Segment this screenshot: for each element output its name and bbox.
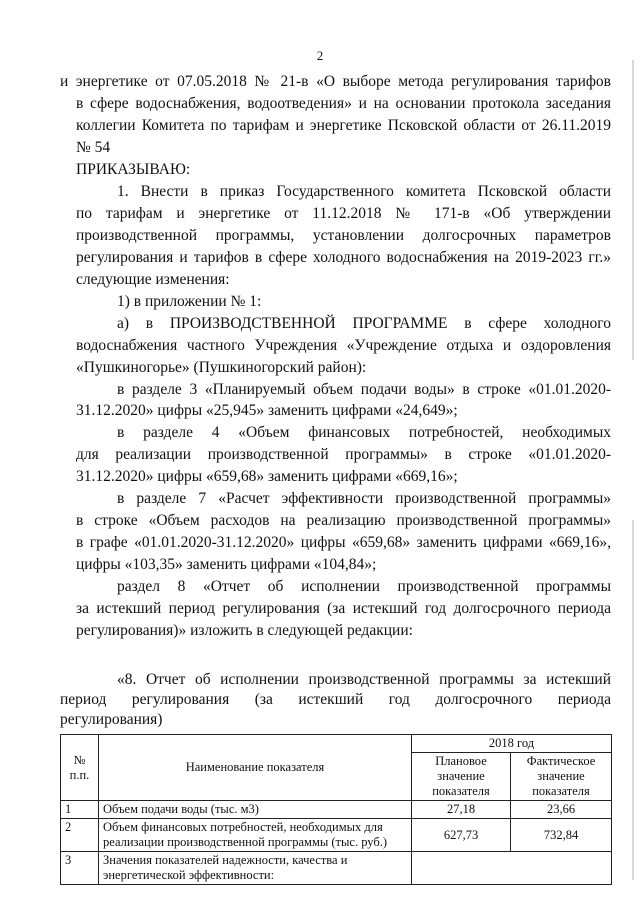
paragraph-line: в графе «01.01.2020-31.12.2020» цифры «659,68» заменить цифрами «669,16», [76, 534, 611, 551]
paragraph-line: производственной программы, установлении долгосрочных параметров [76, 227, 611, 244]
row-number: 1 [61, 801, 99, 819]
row-empty-value [412, 852, 612, 885]
scan-edge [632, 520, 634, 880]
paragraph-line: 1. Внести в приказ Государственного комитета Псковской области [117, 183, 611, 200]
table-row [61, 819, 612, 852]
paragraph-line: 1) в приложении № 1: [117, 293, 262, 310]
paragraph-line: для реализации производственной программы» в строке «01.01.2020- [76, 446, 611, 463]
row-fact-value: 732,84 [511, 819, 612, 852]
report-table [60, 734, 612, 885]
paragraph-line: 31.12.2020» цифры «659,68» заменить цифрами «669,16»; [76, 468, 458, 485]
paragraph-line: в разделе 4 «Объем финансовых потребностей, необходимых [117, 424, 611, 441]
paragraph-line: а) в ПРОИЗВОДСТВЕННОЙ ПРОГРАММЕ в сфере холодного [117, 315, 611, 332]
paragraph-line: в сфере водоснабжения, водоотведения» и на основании протокола заседания [76, 95, 611, 112]
paragraph-line: водоснабжения частного Учреждения «Учреждение отдыха и оздоровления [76, 337, 611, 354]
paragraph-line: раздел 8 «Отчет об исполнении производственной программы [117, 578, 611, 595]
row-fact-value: 23,66 [511, 801, 612, 819]
row-number: 3 [61, 852, 99, 885]
page-number: 2 [316, 48, 324, 63]
section-heading-line: период регулирования (за истекший год долгосрочного периода [60, 691, 611, 708]
paragraph-line: 31.12.2020» цифры «25,945» заменить цифрами «24,649»; [76, 402, 458, 419]
scan-edge [632, 60, 634, 360]
paragraph-line: за истекший период регулирования (за истекший год долгосрочного периода [76, 600, 611, 617]
header-cell-plan: Плановое значение показателя [412, 753, 511, 801]
row-plan-value: 627,73 [412, 819, 511, 852]
row-plan-value: 27,18 [412, 801, 511, 819]
paragraph-line: следующие изменения: [76, 271, 230, 288]
header-cell-number: № п.п. [61, 735, 99, 801]
paragraph-line: коллегии Комитета по тарифам и энергетике Псковской области от 26.11.2019 [76, 117, 611, 134]
header-cell-name: Наименование показателя [99, 735, 412, 801]
paragraph-line: № 54 [76, 139, 111, 156]
paragraph-line: в строке «Объем расходов на реализацию производственной программы» [76, 512, 611, 529]
paragraph-line: регулирования и тарифов в сфере холодного водоснабжения на 2019-2023 гг.» [76, 249, 611, 266]
paragraph-line: в разделе 7 «Расчет эффективности производственной программы» [117, 490, 611, 507]
row-name: Объем финансовых потребностей, необходимых для реализации производственной программы (тыс. руб.) [99, 819, 412, 852]
paragraph-line: по тарифам и энергетике от 11.12.2018 № 171-в «Об утверждении [76, 205, 611, 222]
paragraph-line: в разделе 3 «Планируемый объем подачи воды» в строке «01.01.2020- [117, 381, 611, 398]
table-row [61, 852, 612, 885]
row-number: 2 [61, 819, 99, 852]
section-heading-line: «8. Отчет об исполнении производственной программы за истекший [117, 671, 611, 688]
paragraph-line: и энергетике от 07.05.2018 № 21-в «О выборе метода регулирования тарифов [60, 73, 611, 90]
row-name: Объем подачи воды (тыс. м3) [99, 801, 412, 819]
paragraph-line: «Пушкиногорье» (Пушкиногорский район): [76, 359, 367, 376]
row-name: Значения показателей надежности, качества и энергетической эффективности: [99, 852, 412, 885]
paragraph-line: регулирования)» изложить в следующей редакции: [76, 622, 413, 639]
order-heading: ПРИКАЗЫВАЮ: [76, 161, 191, 178]
paragraph-line: цифры «103,35» заменить цифрами «104,84»; [76, 556, 377, 573]
header-cell-fact: Фактическое значение показателя [511, 753, 612, 801]
table-row [61, 801, 612, 819]
header-cell-year: 2018 год [412, 735, 612, 753]
section-heading-line: регулирования) [60, 711, 163, 728]
